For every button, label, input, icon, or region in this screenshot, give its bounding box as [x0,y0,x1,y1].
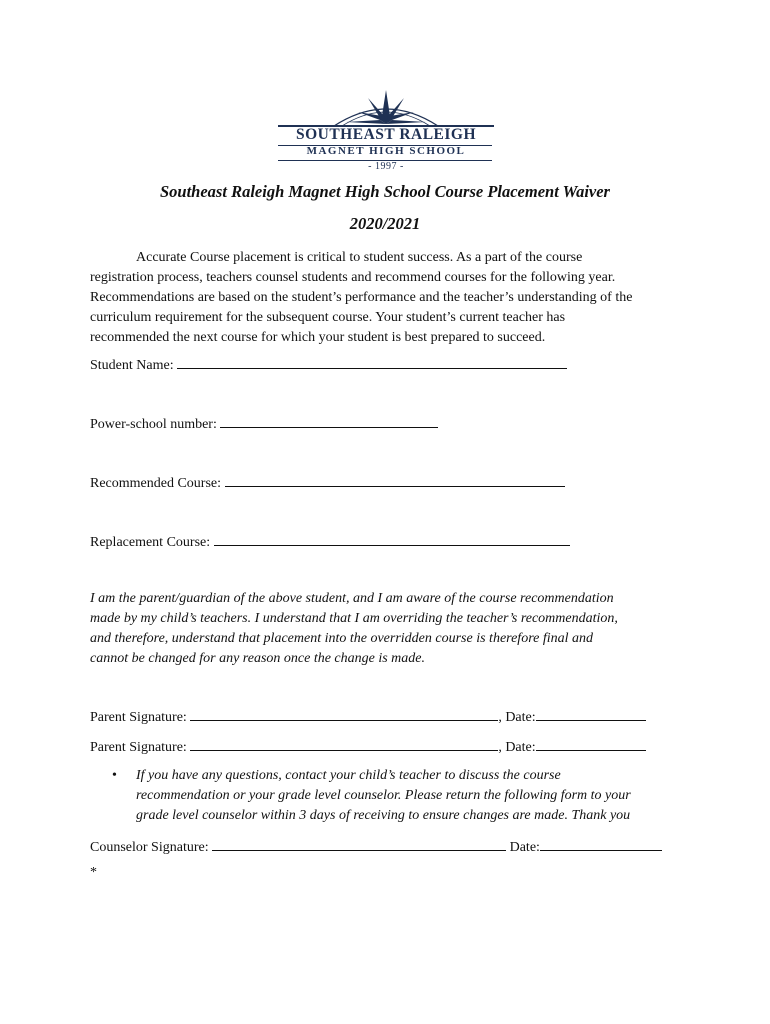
counselor-date-label: Date: [509,840,540,855]
student-name-row [90,354,567,375]
intro-line: curriculum requirement for the subsequent course. Your student’s current teacher has [90,310,566,325]
date-label: , Date: [498,710,536,725]
school-year: 2020/2021 [349,214,421,233]
intro-line: Accurate Course placement is critical to student success. As a part of the course [136,250,583,265]
parent-signature-row-2 [90,736,646,757]
bullet-note [136,766,631,826]
powerschool-field[interactable] [220,413,438,428]
logo-year: - 1997 - [368,161,404,172]
parent-signature-label: Parent Signature: [90,740,187,755]
intro-line: Recommendations are based on the student’s performance and the teacher’s understanding of the [90,290,633,305]
recommended-course-row [90,472,565,493]
recommended-course-label: Recommended Course: [90,476,222,491]
counselor-signature-label: Counselor Signature: [90,840,209,855]
replacement-course-label: Replacement Course: [90,535,211,550]
page-title: Southeast Raleigh Magnet High School Course Placement Waiver [160,182,610,201]
parent-signature-row [90,706,646,727]
acknowledgement-line: and therefore, understand that placement into the overridden course is therefore final and [90,631,594,646]
recommended-course-field[interactable] [225,472,565,487]
logo-name-line2: MAGNET HIGH SCHOOL [306,145,466,157]
replacement-course-row [90,531,570,552]
powerschool-label: Power-school number: [90,417,217,432]
parent-signature-label: Parent Signature: [90,710,187,725]
bullet-line: grade level counselor within 3 days of receiving to ensure changes are made. Thank you [136,808,631,823]
school-logo [272,88,500,172]
footer-mark: * [90,865,97,880]
counselor-signature-row [90,836,662,857]
acknowledgement-paragraph [90,589,618,669]
compass-star-icon [272,88,500,128]
logo-name-line1: SOUTHEAST RALEIGH [295,126,477,143]
parent-signature-field-2[interactable] [190,736,498,751]
bullet-line: If you have any questions, contact your child’s teacher to discuss the course [136,768,561,783]
acknowledgement-line: made by my child’s teachers. I understand that I am overriding the teacher’s recommendation, [90,611,618,626]
intro-line: registration process, teachers counsel students and recommend courses for the following year. [90,270,616,285]
acknowledgement-line: cannot be changed for any reason once the change is made. [90,651,426,666]
intro-line: recommended the next course for which your student is best prepared to succeed. [90,330,546,345]
date-label: , Date: [498,740,536,755]
bullet-icon: • [112,768,117,783]
acknowledgement-line: I am the parent/guardian of the above student, and I am aware of the course recommendation [90,591,614,606]
replacement-course-field[interactable] [214,531,570,546]
counselor-date-field[interactable] [540,836,662,851]
student-name-field[interactable] [177,354,567,369]
parent-date-field[interactable] [536,706,646,721]
parent-date-field-2[interactable] [536,736,646,751]
counselor-signature-field[interactable] [212,836,506,851]
parent-signature-field[interactable] [190,706,498,721]
intro-paragraph [90,248,690,348]
student-name-label: Student Name: [90,358,174,373]
powerschool-row [90,413,438,434]
bullet-line: recommendation or your grade level counselor. Please return the following form to your [136,788,631,803]
